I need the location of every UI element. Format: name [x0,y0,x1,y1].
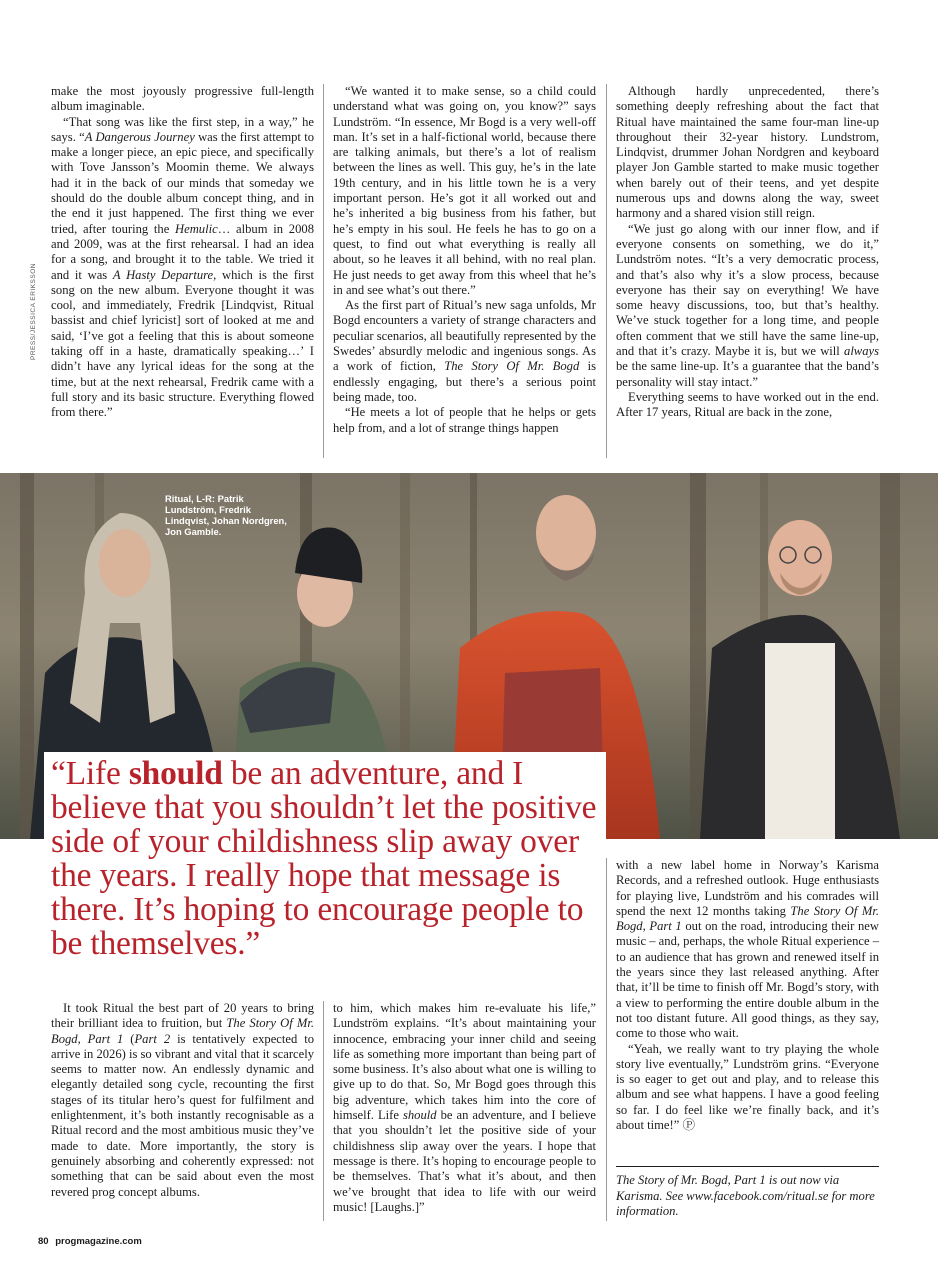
paragraph: “We wanted it to make sense, so a child could understand what was going on, you know?” says Lundström. “In essence, Mr Bogd is a very well-off man. It’s set in a half-fictional world, because there are talking animals, but there’s a lot of realism between the lines as well. This guy, he’s in the late 19th century, and in his little town he is a very important person. He’s got it all worked out and he’s inherited a big business from his father, but he’s empty in his soul. He feels he has to go on a quest, to find out what everything is really all about, so he leaves it all behind, with no real plan. He just needs to get away from this wheel that he’s in and see what’s out there.” [333,84,596,297]
website-link[interactable]: progmagazine.com [55,1236,142,1247]
article-column-2-bottom [333,1001,596,1215]
paragraph: to him, which makes him re-evaluate his life,” Lundström explains. “It’s about maintaining your innocence, embracing your inner child and seeing life as something more important than being part of some business. It’s also about what one is willing to give up to do that. So, Mr Bogd goes through this big adventure, which takes him into the core of himself. Life should be an adventure, and I believe that you shouldn’t let the positive side of your childishness slip away over the years. I hope that message is there. It’s hoping to encourage people to be themselves. That’s what it’s about, and then we’ve brought that idea to life with our weird music! [Laughs.]” [333,1001,596,1214]
paragraph: As the first part of Ritual’s new saga unfolds, Mr Bogd encounters a variety of strange characters and peculiar scenarios, all beautifully represented by the Swedes’ absurdly melodic and ingenious songs. As a work of fiction, The Story Of Mr. Bogd is endlessly engaging, but there’s a serious point being made, too. [333,298,596,404]
paragraph: “Yeah, we really want to try playing the whole story live eventually,” Lundström grins. “Everyone is so eager to get out and play, and to release this album and see what happens. I have a good feeling so far. I do feel like we’re finally back, and it’s about time!” Ⓟ [616,1041,879,1133]
article-column-1-top [51,84,314,421]
paragraph: “We just go along with our inner flow, and if everyone consents on something, we do it,” Lundström notes. “It’s a very democratic process, and that’s also why it’s a slow process, because everyone has their say on everything! We have some heavy discussions, too, but that’s healthy. We’ve stuck together for a long time, and people often comment that we still have the same line-up, and that it’s crazy. Maybe it is, but we will always be the same line-up. It’s a guarantee that the band’s personality will stay intact.” [616,221,879,389]
column-divider [606,84,607,458]
column-divider [323,84,324,458]
article-column-1-bottom [51,1001,314,1200]
pullquote: “Life should be an adventure, and I believe that you shouldn’t let the positive side of your childishness slip away over the years. I really hope that message is there. It’s hoping to encourage people to be themselves.” [51,755,597,962]
article-column-3-bottom [616,858,879,1133]
page-number: 80 [38,1236,49,1247]
info-divider [616,1166,879,1167]
paragraph: “That song was like the first step, in a way,” he says. “A Dangerous Journey was the first attempt to make a longer piece, an epic piece, and specifically with Tove Jansson’s Moomin theme. We always had it in the back of our minds that someday we should do the double album concept thing, and in the end it just happened. The first thing we ever tried, after touring the Hemulic… album in 2008 and 2009, was at the first rehearsal. I had an idea for a song, and brought it to the table. We tried it and it was A Hasty Departure, which is the first song on the new album. Everyone thought it was cool, and immediately, Fredrik [Lindqvist, Ritual bassist and chief lyricist] sort of looked at me and said, ‘I’ve got a feeling that this is about someone taking off in a haste, dramatically speaking…’ I didn’t have any lyrical ideas for the song at the time, but at the next rehearsal, Fredrik came with a full story and its basic structure. Everything flowed from there.” [51,114,314,420]
paragraph: with a new label home in Norway’s Karisma Records, and a refreshed outlook. Huge enthusiasts for playing live, Lundström and his comrades will spend the next 12 months taking The Story Of Mr. Bogd, Part 1 out on the road, introducing their new music – and, perhaps, the whole Ritual experience – to an audience that has grown and renewed itself in the years since they last released anything. After that, it’ll be time to finish off Mr. Bogd’s story, with a view to performing the entire double album in the not too distant future. All good things, as they say, come to those who wait. [616,858,879,1041]
column-divider [323,1001,324,1221]
article-column-2-top [333,84,596,436]
paragraph: make the most joyously progressive full-length album imaginable. [51,84,314,114]
page-footer [38,1236,142,1247]
end-mark-icon: Ⓟ [682,1118,696,1133]
column-divider [606,858,607,1221]
paragraph: Although hardly unprecedented, there’s something deeply refreshing about the fact that Ritual have maintained the same four-man line-up throughout their 32-year history. Lundstrom, Lindqvist, drummer Johan Nordgren and keyboard player Jon Gamble started to make music together when barely out of their teens, and yet despite numerous ups and downs along the way, sweet harmony and a shared vision still reign. [616,84,879,221]
photo-credit: PRESS/JESSICA ERIKSSON [30,263,37,360]
photo-caption: Ritual, L-R: Patrik Lundström, Fredrik Lindqvist, Johan Nordgren, Jon Gamble. [165,493,287,537]
release-info: The Story of Mr. Bogd, Part 1 is out now via Karisma. See www.facebook.com/ritual.se for more information. [616,1173,875,1218]
paragraph: It took Ritual the best part of 20 years to bring their brilliant idea to fruition, but The Story Of Mr. Bogd, Part 1 (Part 2 is tentatively expected to arrive in 2026) is so vibrant and vital that it scarcely seems to matter now. An endlessly dynamic and elegantly detailed song cycle, recounting the first stages of its titular hero’s quest for fulfilment and enlightenment, it’s both instantly recognisable as a Ritual record and the most ambitious music they’ve made to date. More importantly, the story is genuinely absorbing and coherently expressed: not something that can be said about even the most revered prog concept albums. [51,1001,315,1199]
article-column-3-top [616,84,879,421]
paragraph: Everything seems to have worked out in the end. After 17 years, Ritual are back in the zone, [616,389,879,420]
paragraph: “He meets a lot of people that he helps or gets help from, and a lot of strange things happen [333,405,596,435]
